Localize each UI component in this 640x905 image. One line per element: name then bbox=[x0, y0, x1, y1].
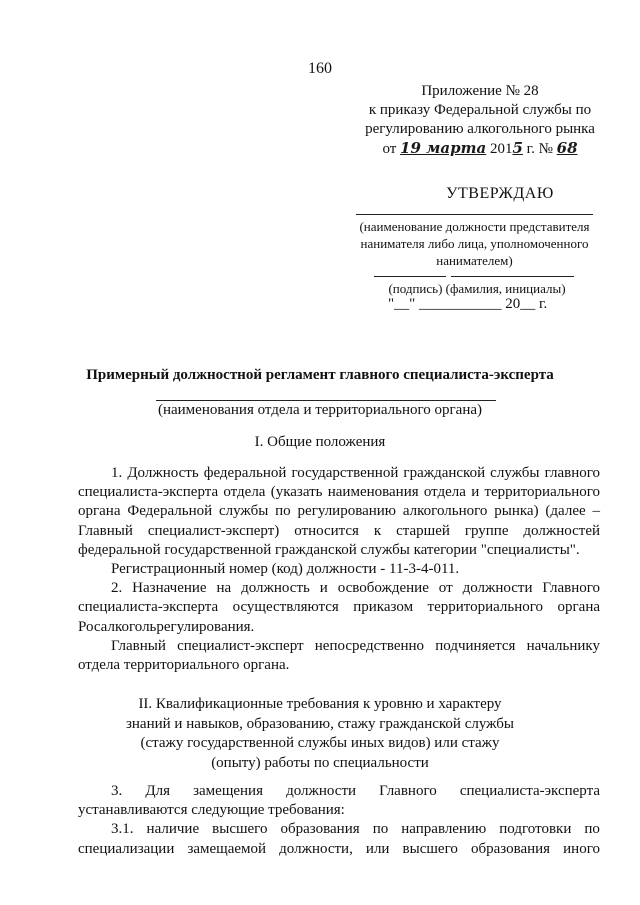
section2-heading: II. Квалификационные требования к уровню и характеру знаний и навыков, образованию, стажу гражданской службы (стажу государственной службы иных видов) или стажу (опыту) работы по специальности bbox=[125, 696, 515, 771]
approval-heading: УТВЕРЖДАЮ bbox=[446, 185, 554, 202]
appendix-order-line: к приказу Федеральной службы по bbox=[368, 102, 592, 118]
paragraph-reg-number: Регистрационный номер (код) должности - 11-3-4-011. bbox=[111, 561, 460, 578]
item31-line2: специализации замещаемой должности, или высшего образования иного bbox=[78, 840, 600, 857]
position-blank-line bbox=[356, 214, 593, 215]
paragraph-1: 1. Должность федеральной государственной гражданской службы главного специалиста-эксперта отдела (указать наименования отдела и территориального органа Федеральной службы по регулированию алкогольного рынка) (далее – Главный специалист-эксперт) относится к старшей группе должностей федеральной государственной гражданской службы категории "специалисты". bbox=[78, 465, 600, 558]
position-caption: (наименование должности представителя нанимателя либо лица, уполномоченного нанимателем) bbox=[359, 219, 590, 268]
handwritten-year: 5 bbox=[512, 139, 523, 157]
paragraph-2: 2. Назначение на должность и освобождение от должности Главного специалиста-эксперта осуществляются приказом территориального органа Росалкогольрегулирования. bbox=[78, 580, 600, 635]
approval-date-line: "__" ___________ 20__ г. bbox=[388, 296, 548, 312]
name-blank-line bbox=[451, 276, 574, 277]
dept-caption: (наименования отдела и территориального органа) bbox=[157, 402, 483, 418]
page-number: 160 bbox=[308, 60, 332, 77]
item31-line1: 3.1. наличие высшего образования по направлению подготовки по bbox=[111, 821, 600, 838]
appendix-number: Приложение № 28 bbox=[421, 83, 539, 99]
dept-blank-line bbox=[156, 400, 496, 401]
appendix-block bbox=[345, 82, 615, 159]
item3-line1: 3. Для замещения должности Главного специалиста-эксперта bbox=[111, 783, 600, 799]
document-title: Примерный должностной регламент главного специалиста-эксперта bbox=[86, 367, 554, 383]
signature-blank-line bbox=[374, 276, 446, 277]
appendix-agency-line: регулированию алкогольного рынка bbox=[365, 121, 595, 137]
item3-line2: устанавливаются следующие требования: bbox=[78, 802, 345, 819]
appendix-date-line: от 19 марта 2015 г. № 68 bbox=[382, 139, 578, 157]
paragraph-subordination: Главный специалист-эксперт непосредственно подчиняется начальнику отдела территориального органа. bbox=[78, 637, 600, 674]
handwritten-date: 19 марта bbox=[400, 139, 487, 157]
handwritten-order-number: 68 bbox=[556, 139, 578, 157]
section1-heading: I. Общие положения bbox=[254, 434, 386, 450]
signature-caption: (подпись) (фамилия, инициалы) bbox=[388, 281, 566, 296]
section1-body bbox=[78, 464, 600, 675]
section2-body bbox=[78, 782, 600, 859]
